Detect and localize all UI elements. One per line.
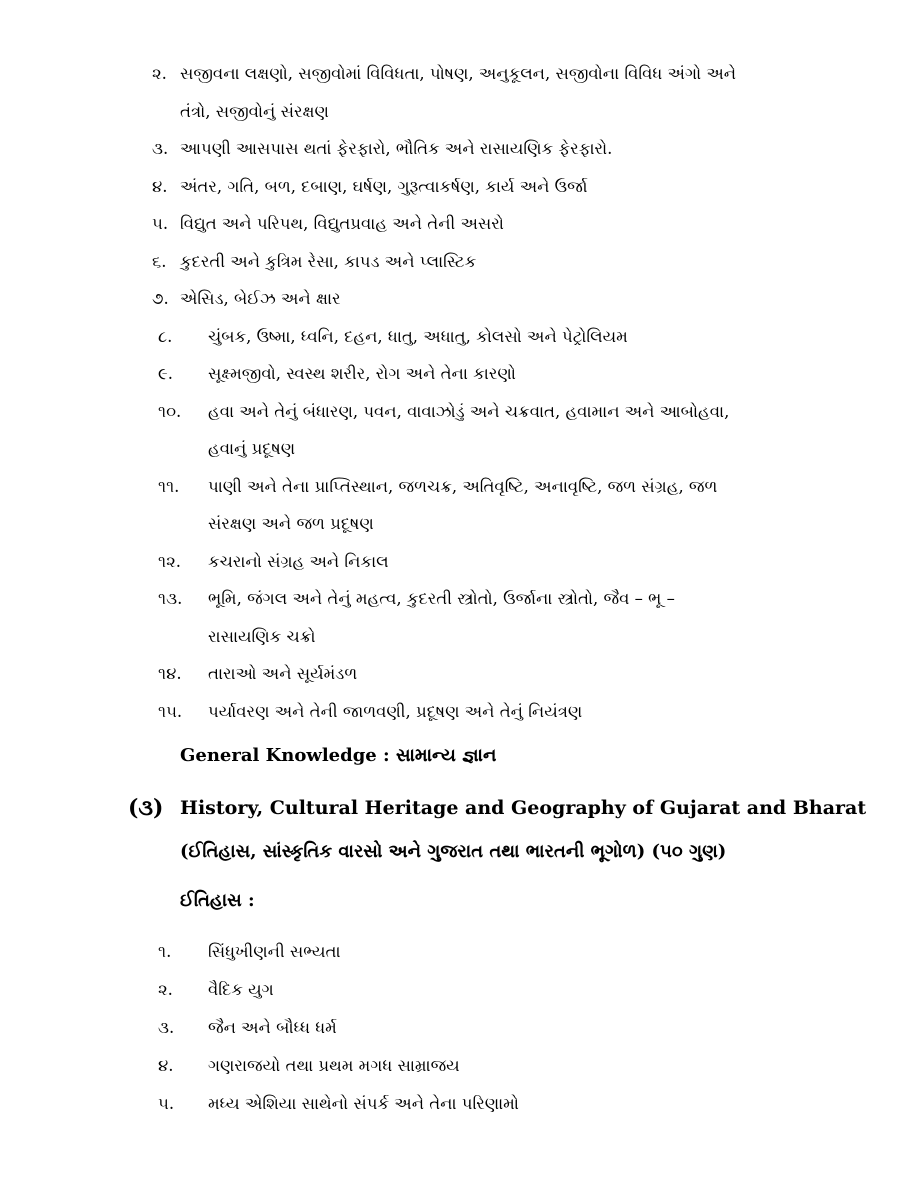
list-item: [0, 243, 900, 281]
item-text: વૈદિક યુગ: [208, 980, 274, 999]
item-text: ભૂમિ, જંગલ અને તેનું મહત્વ, કુદરતી સ્ત્રોતો, ઉર્જાના સ્ત્રોતો, જૈવ – ભૂ –: [208, 589, 675, 608]
list-item: [0, 55, 900, 93]
list-item: [0, 693, 900, 731]
list-item: [0, 280, 900, 318]
list-item: [0, 971, 900, 1009]
item-text: રાસાયણિક ચક્રો: [208, 626, 316, 646]
item-text: મધ્ય એશિયા સાથેનો સંપર્ક અને તેના પરિણામો: [208, 1094, 519, 1113]
item-text: ગણરાજયો તથા પ્રથમ મગધ સામ્રાજય: [208, 1056, 460, 1075]
item-text: એસિડ, બેઈઝ અને ક્ષાર: [180, 289, 341, 308]
item-text: સજીવના લક્ષણો, સજીવોમાં વિવિધતા, પોષણ, અનુકૂલન, સજીવોના વિવિધ અંગો અને: [180, 64, 737, 83]
list-item: [0, 933, 900, 971]
item-number: ૧.: [158, 942, 172, 961]
list-item: [0, 1085, 900, 1123]
item-number: ૧૦.: [158, 401, 182, 421]
history-topic-list: [0, 933, 900, 1123]
item-number: ૧૫.: [158, 701, 183, 721]
item-text: હવા અને તેનું બંધારણ, પવન, વાવાઝોડું અને ચક્રવાત, હવામાન અને આબોહવા,: [208, 401, 730, 421]
item-number: ૧૪.: [158, 664, 182, 683]
item-number: ૮.: [158, 326, 173, 346]
list-item-continuation: [0, 618, 900, 656]
list-item: [0, 393, 900, 431]
list-item-continuation: [0, 505, 900, 543]
item-text: આપણી આસપાસ થતાં ફેરફારો, ભૌતિક અને રાસાયણિક ફેરફારો.: [180, 139, 613, 158]
list-item: [0, 318, 900, 356]
science-topic-list: [0, 55, 900, 730]
item-text: કુદરતી અને કુત્રિમ રેસા, કાપડ અને પ્લાસ્ટિક: [180, 251, 477, 271]
list-item-continuation: [0, 430, 900, 468]
item-number: ૧૨.: [158, 551, 182, 571]
list-item: [0, 543, 900, 581]
item-text: ચુંબક, ઉષ્મા, ધ્વનિ, દહન, ધાતુ, અધાતુ, કોલસો અને પેટ્રોલિયમ: [208, 326, 628, 346]
list-item: [0, 130, 900, 168]
item-number: ૨.: [152, 64, 167, 83]
item-text: અંતર, ગતિ, બળ, દબાણ, ઘર્ષણ, ગુરૂત્વાકર્ષણ, કાર્ય અને ઉર્જા: [180, 176, 588, 196]
item-number: ૧૩.: [158, 589, 183, 608]
list-item: [0, 1047, 900, 1085]
item-number: ૫.: [152, 214, 169, 233]
item-number: ૩.: [152, 139, 169, 158]
list-item: [0, 1009, 900, 1047]
list-item: [0, 655, 900, 693]
item-number: ૪.: [158, 1056, 174, 1075]
item-number: ૫.: [158, 1094, 175, 1113]
list-item-continuation: [0, 93, 900, 131]
section-title-gujarati: (ઈતિહાસ, સાંસ્કૃતિક વારસો અને ગુજરાત તથા ભારતની ભૂગોળ) (૫૦ ગુણ): [180, 841, 727, 862]
item-text: સિંધુખીણની સભ્યતા: [208, 942, 341, 961]
item-text: પર્યાવરણ અને તેની જાળવણી, પ્રદૂષણ અને તેનું નિયંત્રણ: [208, 701, 583, 721]
list-item: [0, 355, 900, 393]
item-text: સૂક્ષ્મજીવો, સ્વસ્થ શરીર, રોગ અને તેના કારણો: [208, 364, 516, 383]
item-number: ૨.: [158, 980, 173, 999]
item-number: ૩.: [158, 1018, 175, 1037]
list-item: [0, 168, 900, 206]
item-text: પાણી અને તેના પ્રાપ્તિસ્થાન, જળચક્ર, અતિવૃષ્ટિ, અનાવૃષ્ટિ, જળ સંગ્રહ, જળ: [208, 476, 718, 496]
list-item: [0, 580, 900, 618]
item-text: કચરાનો સંગ્રહ અને નિકાલ: [208, 551, 389, 571]
history-heading: ઈતિહાસ :: [180, 890, 255, 911]
list-item: [0, 468, 900, 506]
section-title-english: History, Cultural Heritage and Geography of Gujarat and Bharat: [180, 797, 867, 819]
item-number: ૬.: [152, 251, 167, 271]
item-number: ૧૧.: [158, 476, 180, 496]
item-text: સંરક્ષણ અને જળ પ્રદૂષણ: [208, 514, 374, 533]
item-text: જૈન અને બૌધ્ધ ધર્મ: [208, 1018, 337, 1037]
item-number: ૭.: [152, 289, 169, 308]
list-item: [0, 205, 900, 243]
item-text: હવાનું પ્રદૂષણ: [208, 439, 296, 458]
item-text: તારાઓ અને સૂર્યમંડળ: [208, 664, 358, 683]
item-text: વિદ્યુત અને પરિપથ, વિદ્યુતપ્રવાહ અને તેની અસરો: [180, 214, 504, 233]
item-number: ૯.: [158, 364, 174, 383]
section-number: (૩): [128, 795, 164, 821]
item-number: ૪.: [152, 176, 168, 196]
item-text: તંત્રો, સજીવોનું સંરક્ષણ: [180, 101, 329, 121]
general-knowledge-heading: General Knowledge : સામાન્ય જ્ઞાન: [180, 745, 497, 766]
